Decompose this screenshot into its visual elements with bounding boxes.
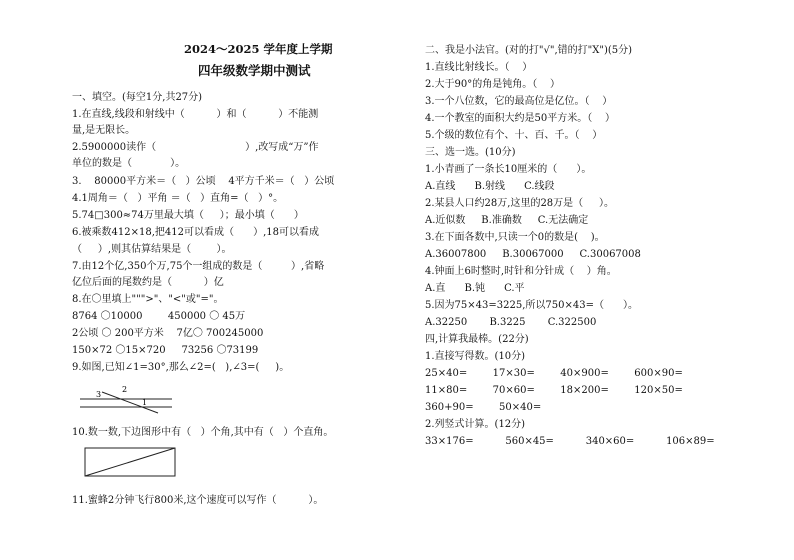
direct-calc-row1: 25×40= 17×30= 40×900= 600×90= [425, 368, 683, 379]
transversal-line [102, 392, 158, 413]
q6-line2: （ ）,则其估算结果是（ ）。 [72, 244, 232, 255]
q6-line1: 6.被乘数412×18,把412可以看成（ ）,18可以看成 [72, 227, 319, 238]
exam-title: 四年级数学期中测试 [198, 63, 311, 78]
q9: 9.如图,已知∠1=30°,那么∠2=( ),∠3=( )。 [72, 362, 290, 373]
q1-line2: 量,是无限长。 [72, 125, 136, 136]
angle-3-label: 3 [96, 390, 102, 399]
judge-4: 4.一个教室的面积大约是50平方米。（ ） [425, 113, 615, 124]
choice-1: 1.小青画了一条长10厘米的（ ）。 [425, 164, 592, 175]
section2-title: 二、我是小法官。(对的打"√",错的打"X")(5分) [425, 45, 633, 56]
choice-5-options: A.32250 B.3225 C.322500 [425, 317, 597, 328]
section1-title: 一、填空。(每空1分,共27分) [72, 92, 203, 103]
direct-calc-title: 1.直接写得数。(10分) [425, 351, 526, 362]
section3-title: 三、选一选。(10分) [425, 147, 516, 158]
judge-2: 2.大于90°的角是钝角。（ ） [425, 79, 560, 90]
direct-calc-row2: 11×80= 70×60= 18×200= 120×50= [425, 385, 683, 396]
choice-2-options: A.近似数 B.准确数 C.无法确定 [425, 215, 589, 226]
q8-row3: 150×72 〇15×720 73256 〇73199 [72, 345, 259, 356]
section4-title: 四,计算我最棒。(22分) [425, 334, 529, 345]
choice-3: 3.在下面各数中,只读一个0的数是( )。 [425, 232, 605, 243]
q8-row2: 2公顷 〇 200平方米 7亿〇 700245000 [72, 328, 264, 339]
q2-line1: 2.5900000读作（ ）,改写成“万”作 [72, 142, 319, 153]
q7-line2: 亿位后面的尾数约是（ ）亿 [72, 277, 224, 288]
choice-3-options: A.36007800 B.30067000 C.30067008 [425, 249, 641, 260]
choice-2: 2.某县人口约28万,这里的28万是（ ）。 [425, 198, 615, 209]
diagonal-line [85, 448, 175, 476]
exam-year-title: 2024～2025 学年度上学期 [184, 42, 333, 56]
q8-instruction: 8.在〇里填上""">"、"<"或"="。 [72, 294, 224, 305]
q8-row1: 8764 〇10000 450000 〇 45万 [72, 311, 246, 322]
judge-3: 3.一个八位数，它的最高位是亿位。（ ） [425, 96, 613, 107]
q3: 3. 80000平方米＝（ ）公顷 4平方千米＝（ ）公顷 [72, 176, 335, 187]
vertical-calc-row: 33×176= 560×45= 340×60= 106×89= [425, 436, 715, 447]
q4: 4.1周角＝（ ）平角 ＝（ ）直角=（ ）°。 [72, 193, 284, 204]
judge-1: 1.直线比射线长。（ ） [425, 62, 533, 73]
q7-line1: 7.由12个亿,350个万,75个一组成的数是（ ）,省略 [72, 261, 325, 272]
q11: 11.蜜蜂2分钟飞行800米,这个速度可以写作（ ）。 [72, 495, 324, 506]
rectangle-figure [84, 447, 178, 479]
judge-5: 5.个级的数位有个、十、百、千。（ ） [425, 130, 603, 141]
q10: 10.数一数,下边图形中有（ ）个角,其中有（ ）个直角。 [72, 427, 334, 438]
angle-1-label: 1 [142, 398, 148, 407]
angle-figure [78, 379, 174, 415]
q1-line1: 1.在直线,线段和射线中（ ）和（ ）不能测 [72, 109, 319, 120]
choice-1-options: A.直线 B.射线 C.线段 [425, 181, 555, 192]
choice-4: 4.钟面上6时整时,时针和分针成（ ）角。 [425, 266, 617, 277]
choice-5: 5.因为75×43=3225,所以750×43=（ ）。 [425, 300, 639, 311]
choice-4-options: A.直 B.钝 C.平 [425, 283, 525, 294]
direct-calc-row3: 360+90= 50×40= [425, 402, 542, 413]
vertical-calc-title: 2.列竖式计算。(12分) [425, 419, 526, 430]
q5: 5.74□300≈74万里最大填（ ）；最小填（ ） [72, 210, 304, 221]
angle-2-label: 2 [122, 385, 128, 394]
q2-line2: 单位的数是（ ）。 [72, 158, 186, 169]
